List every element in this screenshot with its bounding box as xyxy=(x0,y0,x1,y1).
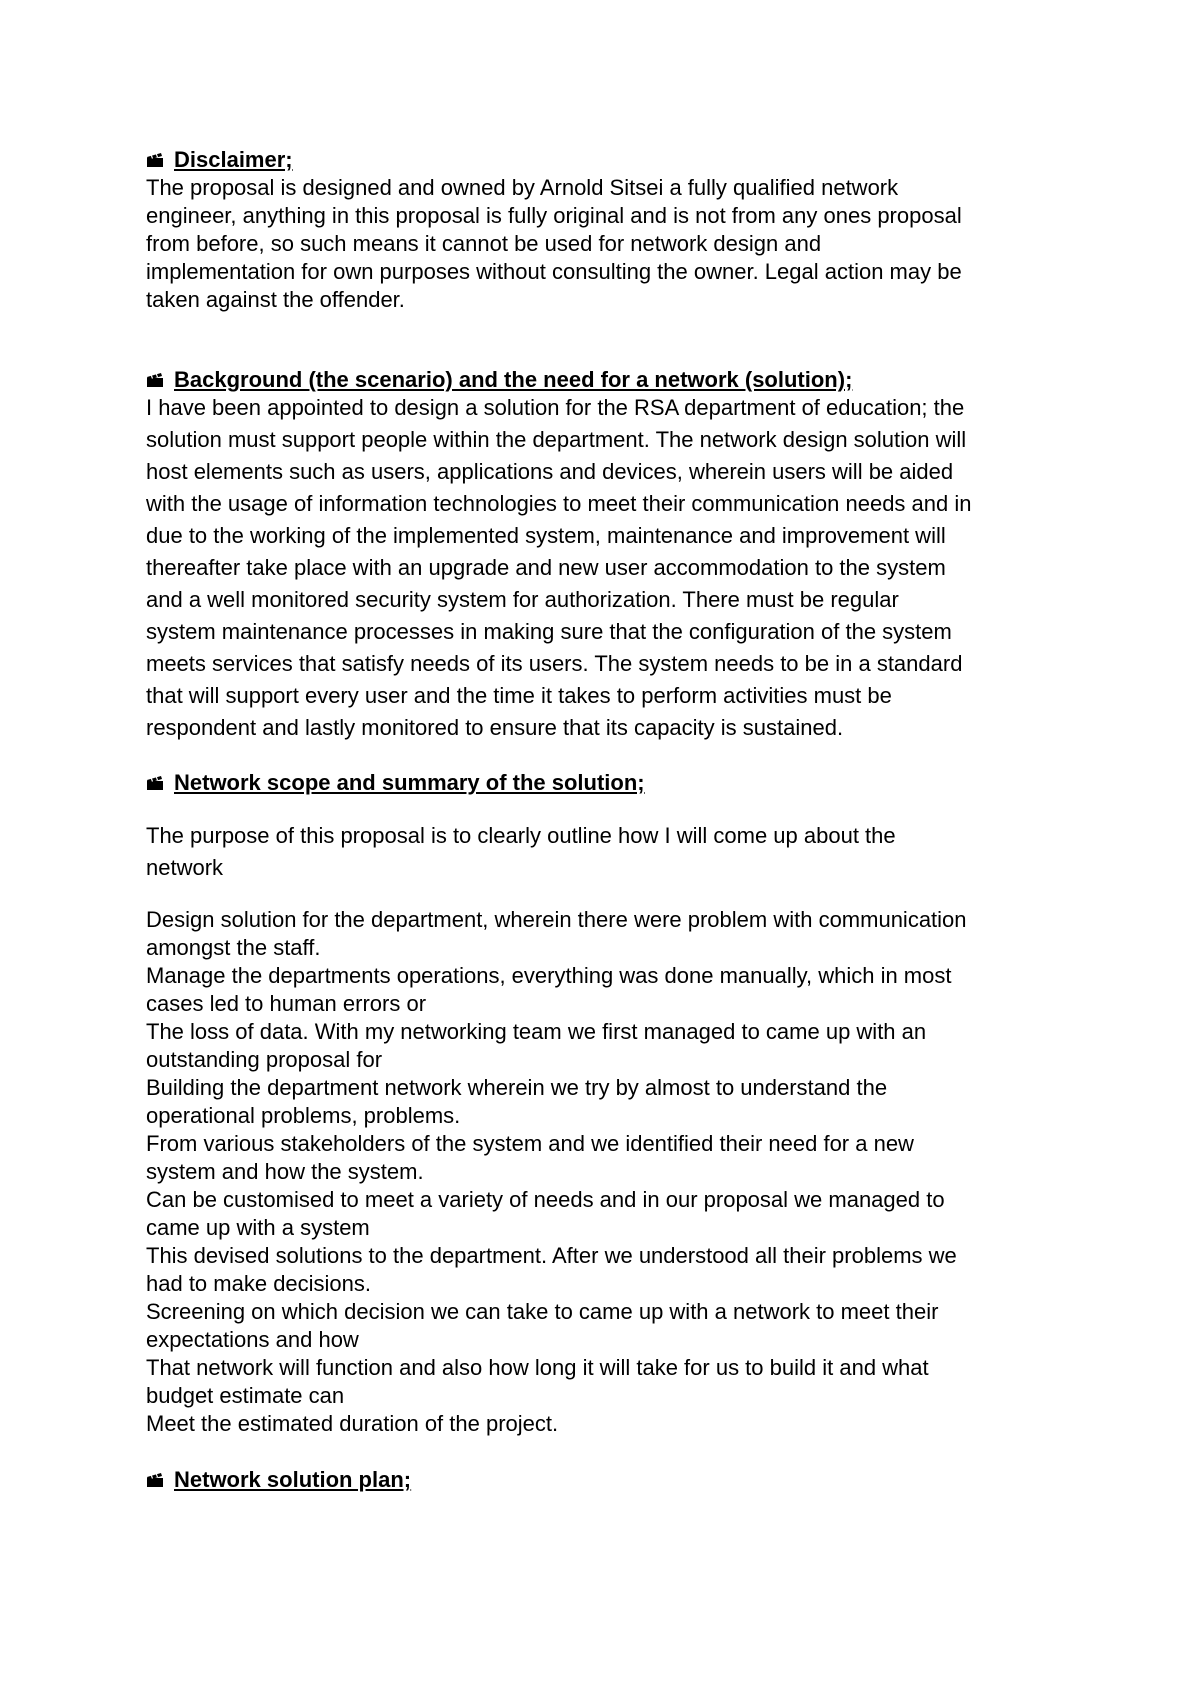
background-line: due to the working of the implemented system, maintenance and improvement will xyxy=(146,523,946,548)
scope-detail-line: came up with a system xyxy=(146,1215,370,1240)
disclaimer-body xyxy=(146,174,1076,314)
scope-detail-line: operational problems, problems. xyxy=(146,1103,461,1128)
scope-detail-line: From various stakeholders of the system and we identified their need for a new xyxy=(146,1131,914,1156)
scope-detail-line: Screening on which decision we can take to came up with a network to meet their xyxy=(146,1299,939,1324)
disclaimer-line: engineer, anything in this proposal is fully original and is not from any ones proposal xyxy=(146,203,962,228)
background-line: solution must support people within the department. The network design solution will xyxy=(146,427,967,452)
background-line: meets services that satisfy needs of its users. The system needs to be in a standard xyxy=(146,651,963,676)
clapperboard-icon xyxy=(146,1472,164,1488)
scope-detail-line: Building the department network wherein we try by almost to understand the xyxy=(146,1075,888,1100)
scope-detail-line: had to make decisions. xyxy=(146,1271,372,1296)
clapperboard-icon xyxy=(146,152,164,168)
background-body xyxy=(146,392,1076,744)
scope-detail-line: expectations and how xyxy=(146,1327,359,1352)
plan-title: Network solution plan; xyxy=(174,1467,412,1492)
disclaimer-heading xyxy=(146,146,293,174)
scope-detail-line: cases led to human errors or xyxy=(146,991,427,1016)
scope-details xyxy=(146,906,1076,1438)
background-line: respondent and lastly monitored to ensure that its capacity is sustained. xyxy=(146,715,844,740)
scope-detail-line: amongst the staff. xyxy=(146,935,321,960)
scope-detail-line: Can be customised to meet a variety of needs and in our proposal we managed to xyxy=(146,1187,945,1212)
scope-detail-line: budget estimate can xyxy=(146,1383,345,1408)
background-line: with the usage of information technologies to meet their communication needs and in xyxy=(146,491,972,516)
background-line: system maintenance processes in making sure that the configuration of the system xyxy=(146,619,952,644)
plan-heading xyxy=(146,1466,411,1494)
disclaimer-line: The proposal is designed and owned by Arnold Sitsei a fully qualified network xyxy=(146,175,899,200)
scope-purpose xyxy=(146,820,1076,884)
background-line: thereafter take place with an upgrade and new user accommodation to the system xyxy=(146,555,946,580)
scope-detail-line: This devised solutions to the department. After we understood all their problems we xyxy=(146,1243,957,1268)
background-line: I have been appointed to design a solution for the RSA department of education; the xyxy=(146,395,965,420)
clapperboard-icon xyxy=(146,372,164,388)
scope-detail-line: The loss of data. With my networking team we first managed to came up with an xyxy=(146,1019,927,1044)
scope-detail-line: outstanding proposal for xyxy=(146,1047,383,1072)
scope-detail-line: That network will function and also how long it will take for us to build it and what xyxy=(146,1355,929,1380)
disclaimer-title: Disclaimer; xyxy=(174,147,293,172)
scope-purpose-line: network xyxy=(146,855,224,880)
scope-detail-line: Manage the departments operations, everything was done manually, which in most xyxy=(146,963,952,988)
scope-heading xyxy=(146,769,645,797)
clapperboard-icon xyxy=(146,775,164,791)
disclaimer-line: from before, so such means it cannot be used for network design and xyxy=(146,231,822,256)
scope-purpose-line: The purpose of this proposal is to clearly outline how I will come up about the xyxy=(146,823,896,848)
disclaimer-line: implementation for own purposes without consulting the owner. Legal action may be xyxy=(146,259,962,284)
scope-detail-line: Design solution for the department, wherein there were problem with communication xyxy=(146,907,967,932)
background-heading xyxy=(146,366,852,394)
disclaimer-line: taken against the offender. xyxy=(146,287,405,312)
background-line: that will support every user and the time it takes to perform activities must be xyxy=(146,683,892,708)
scope-title: Network scope and summary of the solution; xyxy=(174,770,645,795)
background-line: host elements such as users, applications and devices, wherein users will be aided xyxy=(146,459,954,484)
scope-detail-line: Meet the estimated duration of the project. xyxy=(146,1411,559,1436)
scope-detail-line: system and how the system. xyxy=(146,1159,424,1184)
background-title: Background (the scenario) and the need for a network (solution); xyxy=(174,367,853,392)
background-line: and a well monitored security system for authorization. There must be regular xyxy=(146,587,899,612)
